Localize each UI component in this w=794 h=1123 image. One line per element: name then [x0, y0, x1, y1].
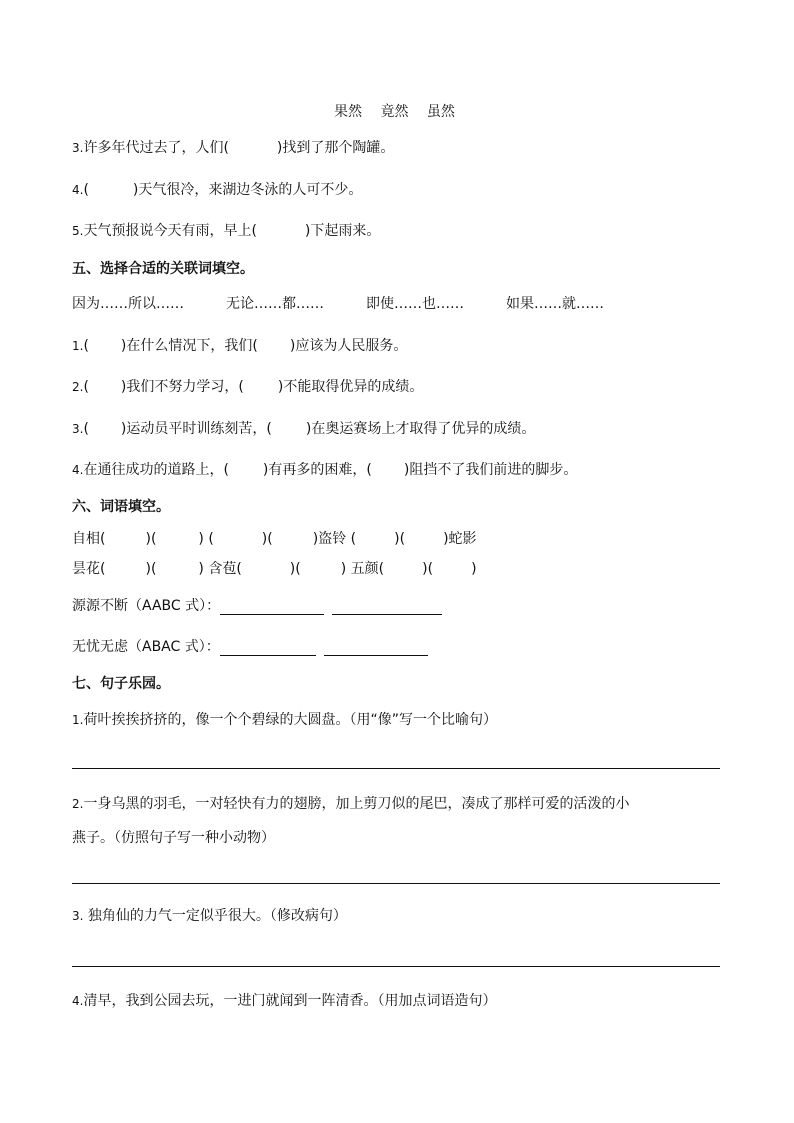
idiom-prefix: 昙花 [72, 561, 100, 577]
question-text: 在什么情况下，我们 [126, 338, 253, 354]
answer-blank[interactable] [379, 560, 428, 578]
idiom-row-1 [72, 530, 477, 548]
answer-line[interactable] [72, 768, 720, 769]
word-option: 果然 [334, 104, 362, 120]
abac-label: 无忧无虑（ABAC 式）： [72, 639, 220, 655]
question-5 [72, 222, 380, 240]
conjunction-options [72, 295, 604, 313]
word-option: 虽然 [426, 104, 455, 120]
answer-blank[interactable] [83, 337, 126, 355]
question-text: 在通往成功的道路上， [83, 462, 224, 478]
question-text: 运动员平时训练刻苦， [126, 421, 267, 437]
idiom-suffix: 盗铃 [318, 531, 347, 547]
answer-blank[interactable] [238, 378, 283, 396]
conjunction-option: 无论……都…… [226, 296, 324, 312]
answer-blank[interactable] [100, 530, 151, 548]
answer-blank[interactable] [251, 222, 310, 240]
question-text: 天气很冷，来湖边冬泳的人可不少。 [138, 182, 363, 198]
answer-blank[interactable] [267, 530, 318, 548]
question-number: 5. [72, 224, 84, 238]
section-7-question-2 [72, 795, 629, 813]
section-5-question-2 [72, 378, 423, 396]
abac-prompt [72, 638, 436, 656]
conjunction-option: 即使……也…… [366, 296, 464, 312]
section-5-question-1 [72, 337, 407, 355]
question-number: 4. [72, 994, 84, 1008]
question-text: 一身乌黑的羽毛，一对轻快有力的翅膀，加上剪刀似的尾巴，凑成了那样可爱的活泼的小 [83, 796, 630, 812]
question-number: 4. [72, 183, 84, 197]
question-text: 不能取得优异的成绩。 [283, 379, 424, 395]
section-7-title: 七、句子乐园。 [72, 676, 170, 692]
question-number: 1. [72, 713, 84, 727]
idiom-prefix: 五颜 [350, 561, 379, 577]
answer-blank[interactable] [351, 530, 400, 548]
answer-blank[interactable] [295, 560, 346, 578]
question-text: 阻挡不了我们前进的脚步。 [409, 462, 578, 478]
answer-line[interactable] [220, 641, 316, 656]
answer-blank[interactable] [83, 378, 126, 396]
question-3 [72, 139, 394, 157]
question-text: 找到了那个陶罐。 [282, 140, 395, 156]
word-options-row [334, 103, 469, 121]
answer-blank[interactable] [151, 560, 204, 578]
section-5-question-4 [72, 461, 577, 479]
section-6-title: 六、词语填空。 [72, 499, 170, 515]
question-number: 3. [72, 141, 84, 155]
aabc-prompt [72, 597, 450, 615]
question-text: 下起雨来。 [310, 223, 381, 239]
answer-blank[interactable] [236, 560, 295, 578]
answer-line[interactable] [72, 966, 720, 967]
section-5-question-3 [72, 420, 535, 438]
question-text: 清早，我到公园去玩，一进门就闻到一阵清香。（用加点词语造句） [83, 993, 497, 1009]
question-text: 应该为人民服务。 [295, 338, 408, 354]
answer-blank[interactable] [366, 461, 409, 479]
section-7-question-4 [72, 992, 496, 1010]
word-option: 竟然 [380, 104, 409, 120]
answer-blank[interactable] [400, 530, 449, 548]
question-text: 我们不努力学习， [126, 379, 239, 395]
idiom-row-2 [72, 560, 477, 578]
question-text: 独角仙的力气一定似乎很大。（修改病句） [83, 908, 347, 924]
idiom-prefix: 自相 [72, 531, 100, 547]
answer-blank[interactable] [83, 420, 126, 438]
idiom-suffix: 蛇影 [448, 531, 477, 547]
question-number: 1. [72, 339, 84, 353]
answer-blank[interactable] [223, 461, 268, 479]
answer-blank[interactable] [100, 560, 151, 578]
question-text: 天气预报说今天有雨，早上 [83, 223, 252, 239]
answer-blank[interactable] [266, 420, 311, 438]
answer-blank[interactable] [151, 530, 204, 548]
section-7-question-2-cont: 燕子。（仿照句子写一种小动物） [72, 830, 275, 846]
question-text: 有再多的困难， [268, 462, 367, 478]
answer-line[interactable] [324, 641, 428, 656]
answer-blank[interactable] [252, 337, 295, 355]
question-number: 3. [72, 909, 84, 923]
answer-line[interactable] [72, 883, 720, 884]
answer-line[interactable] [220, 600, 324, 615]
section-7-question-1 [72, 711, 497, 729]
question-text: 许多年代过去了，人们 [83, 140, 224, 156]
question-text: 荷叶挨挨挤挤的，像一个个碧绿的大圆盘。（用“像”写一个比喻句） [83, 712, 497, 728]
answer-blank[interactable] [83, 181, 138, 199]
section-5-title: 五、选择合适的关联词填空。 [72, 261, 254, 277]
section-7-question-3 [72, 907, 347, 925]
aabc-label: 源源不断（AABC 式）： [72, 598, 221, 614]
answer-blank[interactable] [428, 560, 477, 578]
question-number: 2. [72, 380, 84, 394]
question-text: 在奥运赛场上才取得了优异的成绩。 [311, 421, 536, 437]
answer-line[interactable] [332, 600, 442, 615]
idiom-prefix: 含苞 [208, 561, 237, 577]
answer-blank[interactable] [208, 530, 267, 548]
conjunction-option: 因为……所以…… [72, 296, 184, 312]
answer-blank[interactable] [223, 139, 282, 157]
question-number: 2. [72, 797, 84, 811]
conjunction-option: 如果……就…… [506, 296, 604, 312]
question-number: 4. [72, 463, 84, 477]
question-4 [72, 181, 362, 199]
question-number: 3. [72, 422, 84, 436]
